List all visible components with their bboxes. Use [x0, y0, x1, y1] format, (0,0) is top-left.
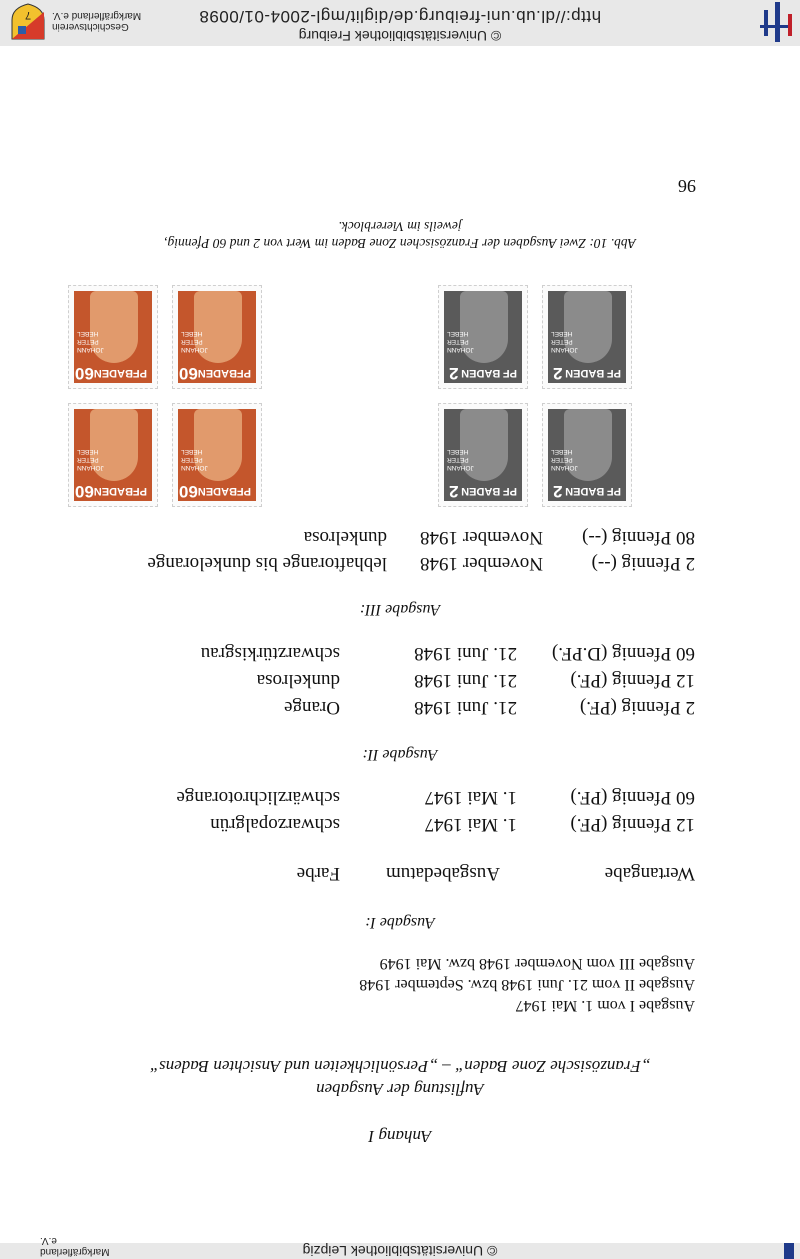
s2-row1-color: Orange	[284, 697, 340, 718]
overview-line3: Ausgabe III vom November 1948 bzw. Mai 1949	[379, 955, 695, 972]
s3-row2-date: November 1948	[420, 527, 543, 548]
s1-row2-date: 1. Mai 1947	[424, 787, 517, 808]
header-bar	[0, 1235, 800, 1259]
footer-bar	[0, 0, 800, 46]
svg-text:7: 7	[24, 9, 32, 21]
section1-title: Ausgabe I:	[365, 914, 435, 931]
stamp: JOHANN PETER HEBEL PF BADEN 60	[68, 403, 158, 507]
overview-line1: Ausgabe I vom 1. Mai 1947	[515, 997, 695, 1014]
s1-row1-value: 12 Pfennig (PF.)	[570, 814, 695, 835]
s1-row1-color: schwarzopalgrün	[210, 814, 340, 835]
s1-row2-color: schwärzlichrotorange	[176, 787, 340, 808]
s2-row1-date: 21. Juni 1948	[414, 697, 517, 718]
s3-row1-date: November 1948	[420, 553, 543, 574]
overview-line2: Ausgabe II vom 21. Juni 1948 bzw. September 1948	[359, 976, 695, 993]
s3-row1-value: 2 Pfennig (--)	[591, 553, 695, 574]
section3-title: Ausgabe III:	[359, 601, 441, 618]
stamp: JOHANN PETER HEBEL PF BADEN 60	[68, 285, 158, 389]
s1-row2-value: 60 Pfennig (PF.)	[570, 787, 695, 808]
s3-row2-value: 80 Pfennig (--)	[582, 527, 695, 548]
figure-caption-line2: jeweils im Viererblock.	[338, 219, 462, 234]
column-header-date: Ausgabedatum	[386, 863, 500, 884]
column-header-color: Farbe	[296, 863, 340, 884]
s2-row3-value: 60 Pfennig (D.PF.)	[551, 643, 695, 664]
s2-row3-color: schwarztürkisgrau	[200, 643, 340, 664]
s1-row1-date: 1. Mai 1947	[424, 814, 517, 835]
stamp: JOHANN PETER HEBEL PF BADEN 2	[438, 403, 528, 507]
stamp-country-label: BADEN	[461, 367, 501, 379]
appendix-title: Anhang I	[368, 1127, 432, 1146]
stamp-country-label: BADEN	[461, 485, 501, 497]
stamp: JOHANN PETER HEBEL PF BADEN 2	[542, 403, 632, 507]
header-society: Markgräflerland e.V.	[40, 1235, 110, 1257]
column-header-value: Wertangabe	[604, 863, 695, 884]
s2-row2-value: 12 Pfennig (PF.)	[570, 670, 695, 691]
s3-row2-color: dunkelrosa	[303, 527, 387, 548]
stamp-country-label: BADEN	[197, 485, 237, 497]
stamp: JOHANN PETER HEBEL PF BADEN 2	[542, 285, 632, 389]
stamp: JOHANN PETER HEBEL PF BADEN 2	[438, 285, 528, 389]
s2-row2-color: dunkelrosa	[256, 670, 340, 691]
s2-row1-value: 2 Pfennig (PF.)	[579, 697, 695, 718]
s2-row2-date: 21. Juni 1948	[414, 670, 517, 691]
stamp-country-label: BADEN	[197, 367, 237, 379]
stamp-country-label: BADEN	[565, 367, 605, 379]
stamp-country-label: BADEN	[565, 485, 605, 497]
listing-title: Auflistung der Ausgaben	[316, 1080, 484, 1099]
figure-caption-line1: Abb. 10: Zwei Ausgaben der Französischen Zone Baden im Wert von 2 und 60 Pfennig,	[164, 236, 636, 251]
ub-freiburg-logo-icon	[754, 2, 796, 42]
stamp: JOHANN PETER HEBEL PF BADEN 60	[172, 285, 262, 389]
listing-subtitle: „Französische Zone Baden“ – „Persönlichkeiten und Ansichten Badens“	[149, 1057, 651, 1076]
header-copyright: © Universitätsbibliothek Leipzig	[302, 1243, 498, 1259]
s3-row1-color: lebhaftorange bis dunkelorange	[147, 553, 387, 574]
footer-copyright: © Universitätsbibliothek Freiburg	[298, 28, 502, 44]
society-label: Geschichtsverein Markgräflerland e.V.	[52, 10, 142, 32]
section2-title: Ausgabe II:	[362, 746, 438, 763]
coat-of-arms-icon	[6, 2, 48, 42]
footer-url[interactable]: http://dl.ub.uni-freiburg.de/diglit/mgl-2004-01/0098	[198, 7, 602, 26]
stamp: JOHANN PETER HEBEL PF BADEN 60	[172, 403, 262, 507]
header-logo-icon	[784, 1243, 794, 1259]
s2-row3-date: 21. Juni 1948	[414, 643, 517, 664]
stamp-country-label: BADEN	[93, 485, 133, 497]
page-number: 96	[678, 176, 696, 196]
stamp-country-label: BADEN	[93, 367, 133, 379]
